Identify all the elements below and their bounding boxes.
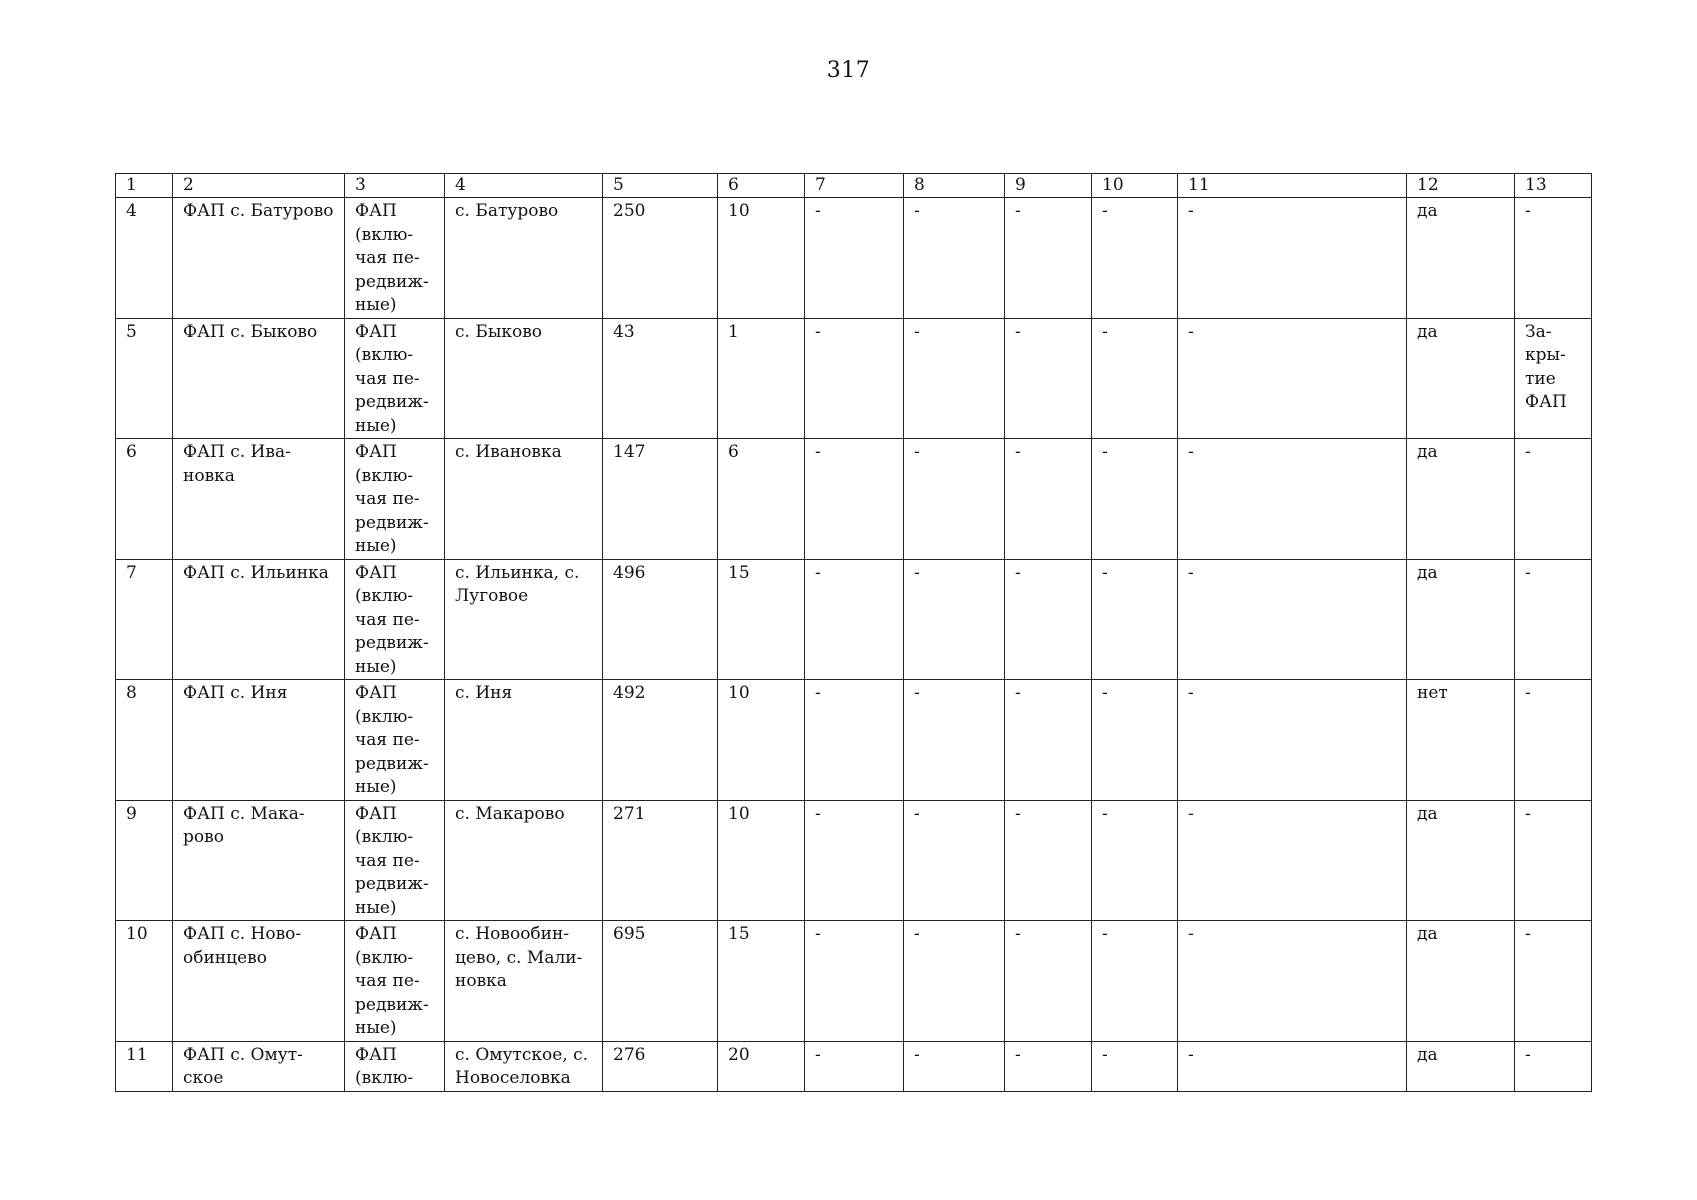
- table-cell: -: [1092, 800, 1178, 921]
- table-cell: да: [1407, 439, 1515, 560]
- table-cell: 6: [718, 439, 805, 560]
- table-cell: 9: [116, 800, 173, 921]
- header-cell: 3: [345, 174, 445, 198]
- table-cell: 271: [603, 800, 718, 921]
- table-cell: -: [1515, 559, 1592, 680]
- table-cell: ФАП с. Иня: [173, 680, 345, 801]
- header-cell: 7: [805, 174, 904, 198]
- table-cell: -: [1092, 1041, 1178, 1091]
- table-row: [116, 439, 1592, 560]
- table-cell: -: [1515, 198, 1592, 319]
- table-cell: с. Новообин- цево, с. Мали- новка: [445, 921, 603, 1042]
- table-cell: ФАП (вклю-: [345, 1041, 445, 1091]
- table-cell: ФАП (вклю- чая пе- редвиж- ные): [345, 559, 445, 680]
- table-cell: -: [1005, 198, 1092, 319]
- table-cell: -: [1515, 800, 1592, 921]
- table-cell: -: [904, 439, 1005, 560]
- table-cell: 15: [718, 559, 805, 680]
- table-cell: ФАП (вклю- чая пе- редвиж- ные): [345, 439, 445, 560]
- header-cell: 12: [1407, 174, 1515, 198]
- table-cell: -: [1178, 800, 1407, 921]
- table-cell: 147: [603, 439, 718, 560]
- table-cell: -: [1178, 318, 1407, 439]
- table-cell: -: [1178, 559, 1407, 680]
- table-cell: -: [904, 921, 1005, 1042]
- table-row: [116, 198, 1592, 319]
- table-cell: -: [1092, 921, 1178, 1042]
- table-cell: ФАП с. Мака- рово: [173, 800, 345, 921]
- header-cell: 11: [1178, 174, 1407, 198]
- table-row: [116, 921, 1592, 1042]
- table-cell: ФАП (вклю- чая пе- редвиж- ные): [345, 318, 445, 439]
- table-cell: 43: [603, 318, 718, 439]
- table-cell: -: [805, 921, 904, 1042]
- header-cell: 1: [116, 174, 173, 198]
- table-cell: -: [1515, 680, 1592, 801]
- table-row: [116, 680, 1592, 801]
- table-cell: -: [1092, 680, 1178, 801]
- table-cell: 10: [718, 680, 805, 801]
- table-cell: 5: [116, 318, 173, 439]
- table-cell: За- кры- тие ФАП: [1515, 318, 1592, 439]
- table-cell: -: [1178, 680, 1407, 801]
- table-cell: -: [904, 1041, 1005, 1091]
- table-cell: -: [805, 1041, 904, 1091]
- table-cell: -: [1178, 921, 1407, 1042]
- table-cell: -: [805, 198, 904, 319]
- table-cell: да: [1407, 921, 1515, 1042]
- table-cell: с. Иня: [445, 680, 603, 801]
- table-cell: -: [1178, 439, 1407, 560]
- header-cell: 8: [904, 174, 1005, 198]
- table-cell: -: [805, 318, 904, 439]
- table-cell: 20: [718, 1041, 805, 1091]
- table-cell: ФАП (вклю- чая пе- редвиж- ные): [345, 680, 445, 801]
- table-cell: да: [1407, 800, 1515, 921]
- table-cell: ФАП (вклю- чая пе- редвиж- ные): [345, 800, 445, 921]
- table-cell: -: [805, 439, 904, 560]
- table-cell: -: [805, 559, 904, 680]
- table-cell: -: [805, 800, 904, 921]
- table-cell: 1: [718, 318, 805, 439]
- header-cell: 13: [1515, 174, 1592, 198]
- table-cell: 8: [116, 680, 173, 801]
- table-header-row: [116, 174, 1592, 198]
- table-cell: ФАП с. Ива- новка: [173, 439, 345, 560]
- table-cell: -: [904, 680, 1005, 801]
- table-cell: с. Макарово: [445, 800, 603, 921]
- table-cell: ФАП с. Батурово: [173, 198, 345, 319]
- page-number: 317: [826, 58, 871, 83]
- header-cell: 5: [603, 174, 718, 198]
- table-cell: -: [904, 800, 1005, 921]
- table-cell: 496: [603, 559, 718, 680]
- table-cell: 4: [116, 198, 173, 319]
- table-cell: 492: [603, 680, 718, 801]
- table-cell: -: [1092, 439, 1178, 560]
- table-cell: да: [1407, 318, 1515, 439]
- table-cell: -: [805, 680, 904, 801]
- table-cell: -: [1005, 559, 1092, 680]
- table-cell: ФАП с. Ильинка: [173, 559, 345, 680]
- table-row: [116, 1041, 1592, 1091]
- table-cell: ФАП с. Омут- ское: [173, 1041, 345, 1091]
- table-cell: с. Ильинка, с. Луговое: [445, 559, 603, 680]
- table-cell: 7: [116, 559, 173, 680]
- table-cell: -: [1515, 921, 1592, 1042]
- data-table: [115, 173, 1592, 1092]
- table-cell: -: [1005, 318, 1092, 439]
- table-cell: нет: [1407, 680, 1515, 801]
- table-row: [116, 318, 1592, 439]
- table-cell: 250: [603, 198, 718, 319]
- table-cell: 10: [718, 800, 805, 921]
- table-cell: ФАП с. Ново- обинцево: [173, 921, 345, 1042]
- table-cell: -: [1178, 198, 1407, 319]
- table-cell: ФАП (вклю- чая пе- редвиж- ные): [345, 198, 445, 319]
- table-cell: -: [1515, 439, 1592, 560]
- table-cell: -: [1005, 1041, 1092, 1091]
- table-cell: 276: [603, 1041, 718, 1091]
- table-cell: да: [1407, 198, 1515, 319]
- table-cell: с. Быково: [445, 318, 603, 439]
- table-cell: ФАП с. Быково: [173, 318, 345, 439]
- table-cell: -: [904, 559, 1005, 680]
- table-cell: -: [1005, 921, 1092, 1042]
- table-cell: -: [1515, 1041, 1592, 1091]
- table-cell: 10: [718, 198, 805, 319]
- header-cell: 9: [1005, 174, 1092, 198]
- table-cell: -: [1092, 198, 1178, 319]
- table-cell: -: [1005, 439, 1092, 560]
- table-cell: -: [1005, 680, 1092, 801]
- table-cell: 10: [116, 921, 173, 1042]
- table-cell: -: [1092, 318, 1178, 439]
- table-cell: с. Ивановка: [445, 439, 603, 560]
- header-cell: 2: [173, 174, 345, 198]
- table-cell: да: [1407, 559, 1515, 680]
- table-cell: да: [1407, 1041, 1515, 1091]
- table-cell: с. Омутское, с. Новоселовка: [445, 1041, 603, 1091]
- table-cell: 15: [718, 921, 805, 1042]
- table-cell: 11: [116, 1041, 173, 1091]
- header-cell: 10: [1092, 174, 1178, 198]
- table-cell: -: [1005, 800, 1092, 921]
- header-cell: 4: [445, 174, 603, 198]
- table-cell: ФАП (вклю- чая пе- редвиж- ные): [345, 921, 445, 1042]
- table-row: [116, 800, 1592, 921]
- table-cell: 6: [116, 439, 173, 560]
- table-cell: с. Батурово: [445, 198, 603, 319]
- table-row: [116, 559, 1592, 680]
- header-cell: 6: [718, 174, 805, 198]
- table-cell: -: [904, 198, 1005, 319]
- table-cell: -: [1178, 1041, 1407, 1091]
- table-cell: -: [904, 318, 1005, 439]
- table-cell: -: [1092, 559, 1178, 680]
- table-cell: 695: [603, 921, 718, 1042]
